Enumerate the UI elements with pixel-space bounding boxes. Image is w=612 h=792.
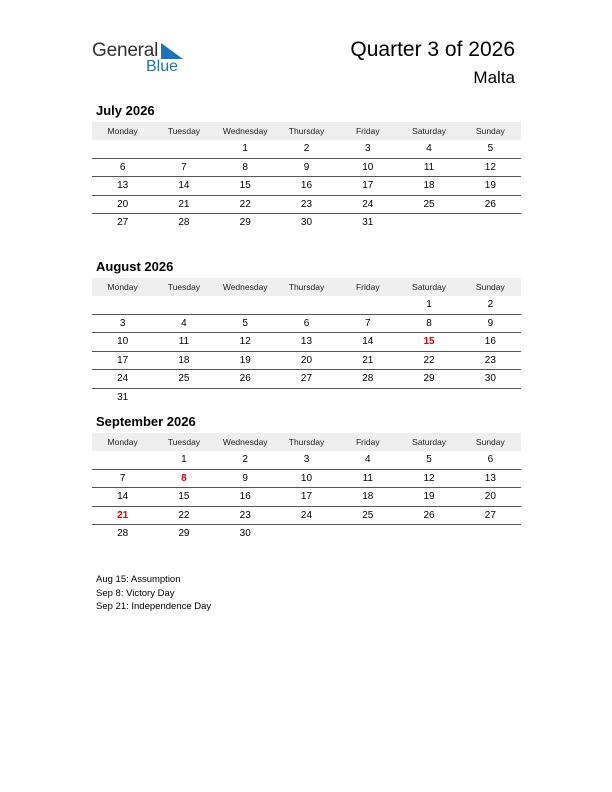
day-cell: 16 xyxy=(215,488,276,507)
week-row xyxy=(92,506,521,525)
day-cell: 2 xyxy=(276,140,337,158)
day-cell: 6 xyxy=(92,158,153,177)
day-cell: 23 xyxy=(460,351,521,370)
day-cell: 23 xyxy=(276,195,337,214)
weekday-header: Thursday xyxy=(276,278,337,296)
day-cell: 3 xyxy=(337,140,398,158)
day-cell xyxy=(337,388,398,406)
day-cell: 30 xyxy=(239,528,251,540)
weekday-header: Saturday xyxy=(398,122,459,140)
weekday-header: Friday xyxy=(337,122,398,140)
weekday-header: Friday xyxy=(337,278,398,296)
day-cell: 20 xyxy=(460,488,521,507)
day-cell: 17 xyxy=(337,177,398,196)
day-cell: 18 xyxy=(337,488,398,507)
weekday-header: Sunday xyxy=(460,122,521,140)
day-cell: 16 xyxy=(460,333,521,352)
day-cell: 22 xyxy=(398,351,459,370)
weekday-header: Sunday xyxy=(460,433,521,451)
day-cell: 1 xyxy=(398,296,459,314)
day-cell: 21 xyxy=(92,506,153,525)
week-row xyxy=(92,140,521,158)
weekday-header: Friday xyxy=(337,433,398,451)
day-cell xyxy=(398,388,459,406)
day-cell: 18 xyxy=(398,177,459,196)
day-cell: 3 xyxy=(92,314,153,333)
day-cell: 31 xyxy=(362,217,374,229)
day-cell: 24 xyxy=(276,506,337,525)
day-cell: 12 xyxy=(398,469,459,488)
calendar-table xyxy=(92,278,521,406)
day-cell xyxy=(215,296,276,314)
day-cell: 1 xyxy=(215,140,276,158)
page-title: Quarter 3 of 2026 xyxy=(350,38,515,61)
day-cell xyxy=(153,140,214,158)
day-cell: 11 xyxy=(337,469,398,488)
day-cell xyxy=(398,525,459,543)
day-cell: 14 xyxy=(92,488,153,507)
weekday-header-row xyxy=(92,433,521,451)
day-cell: 10 xyxy=(276,469,337,488)
weekday-header-row xyxy=(92,278,521,296)
day-cell: 8 xyxy=(153,469,214,488)
holiday-note: Sep 21: Independence Day xyxy=(96,601,212,612)
day-cell: 11 xyxy=(153,333,214,352)
day-cell xyxy=(337,296,398,314)
day-cell xyxy=(460,525,521,543)
week-row xyxy=(92,370,521,389)
day-cell xyxy=(276,296,337,314)
day-cell: 11 xyxy=(398,158,459,177)
day-cell: 21 xyxy=(153,195,214,214)
day-cell: 26 xyxy=(460,195,521,214)
day-cell: 28 xyxy=(117,528,129,540)
day-cell: 29 xyxy=(398,370,459,389)
holiday-note: Sep 8: Victory Day xyxy=(96,587,175,599)
day-cell: 8 xyxy=(215,158,276,177)
day-cell: 13 xyxy=(276,333,337,352)
weekday-header-row xyxy=(92,122,521,140)
day-cell: 2 xyxy=(460,296,521,314)
day-cell: 16 xyxy=(276,177,337,196)
day-cell: 13 xyxy=(92,177,153,196)
day-cell: 19 xyxy=(215,351,276,370)
day-cell: 9 xyxy=(460,314,521,333)
day-cell xyxy=(215,388,276,406)
day-cell xyxy=(92,296,153,314)
week-row xyxy=(92,214,521,232)
day-cell: 7 xyxy=(153,158,214,177)
weekday-header: Thursday xyxy=(276,122,337,140)
day-cell: 1 xyxy=(153,451,214,469)
day-cell xyxy=(398,214,459,232)
day-cell: 12 xyxy=(460,158,521,177)
day-cell: 19 xyxy=(460,177,521,196)
day-cell: 18 xyxy=(153,351,214,370)
day-cell xyxy=(92,140,153,158)
weekday-header: Wednesday xyxy=(215,433,276,451)
day-cell: 26 xyxy=(215,370,276,389)
day-cell: 25 xyxy=(398,195,459,214)
day-cell: 9 xyxy=(276,158,337,177)
day-cell: 5 xyxy=(460,140,521,158)
day-cell: 25 xyxy=(153,370,214,389)
calendar-table xyxy=(92,433,521,543)
day-cell: 5 xyxy=(215,314,276,333)
day-cell: 7 xyxy=(337,314,398,333)
day-cell: 28 xyxy=(337,370,398,389)
calendar-table xyxy=(92,122,521,232)
logo xyxy=(92,40,192,80)
month-title: August 2026 xyxy=(96,259,174,274)
day-cell: 17 xyxy=(92,351,153,370)
month-title: September 2026 xyxy=(96,414,196,429)
week-row xyxy=(92,195,521,214)
day-cell: 10 xyxy=(337,158,398,177)
day-cell: 4 xyxy=(337,451,398,469)
month-calendar-september xyxy=(92,413,521,543)
day-cell: 3 xyxy=(276,451,337,469)
weekday-header: Monday xyxy=(92,122,153,140)
month-calendar-august xyxy=(92,258,521,406)
day-cell: 24 xyxy=(337,195,398,214)
day-cell xyxy=(153,296,214,314)
day-cell: 14 xyxy=(337,333,398,352)
logo-triangle-icon xyxy=(161,43,183,59)
day-cell xyxy=(153,388,214,406)
week-row xyxy=(92,388,521,406)
day-cell: 24 xyxy=(92,370,153,389)
day-cell xyxy=(92,451,153,469)
day-cell: 15 xyxy=(153,488,214,507)
weekday-header: Tuesday xyxy=(153,122,214,140)
day-cell: 20 xyxy=(276,351,337,370)
day-cell: 27 xyxy=(460,506,521,525)
week-row xyxy=(92,525,521,543)
day-cell: 5 xyxy=(398,451,459,469)
day-cell: 19 xyxy=(398,488,459,507)
day-cell: 27 xyxy=(117,217,129,229)
day-cell: 4 xyxy=(398,140,459,158)
weekday-header: Tuesday xyxy=(153,433,214,451)
week-row xyxy=(92,296,521,314)
day-cell: 29 xyxy=(239,217,251,229)
month-title: July 2026 xyxy=(96,103,155,118)
day-cell: 9 xyxy=(215,469,276,488)
weekday-header: Sunday xyxy=(460,278,521,296)
day-cell: 7 xyxy=(92,469,153,488)
month-calendar-july xyxy=(92,102,521,232)
week-row xyxy=(92,177,521,196)
day-cell: 6 xyxy=(460,451,521,469)
logo-blue-text: Blue xyxy=(146,58,179,75)
day-cell: 12 xyxy=(215,333,276,352)
week-row xyxy=(92,451,521,469)
day-cell: 8 xyxy=(398,314,459,333)
day-cell: 26 xyxy=(398,506,459,525)
logo-general-text: General xyxy=(92,40,159,61)
day-cell: 22 xyxy=(153,506,214,525)
day-cell: 25 xyxy=(337,506,398,525)
day-cell: 14 xyxy=(153,177,214,196)
week-row xyxy=(92,158,521,177)
day-cell: 4 xyxy=(153,314,214,333)
holiday-notes xyxy=(96,573,211,614)
day-cell: 30 xyxy=(460,370,521,389)
day-cell: 6 xyxy=(276,314,337,333)
week-row xyxy=(92,488,521,507)
day-cell: 2 xyxy=(215,451,276,469)
day-cell: 30 xyxy=(300,217,313,229)
day-cell: 29 xyxy=(178,528,190,540)
day-cell: 10 xyxy=(92,333,153,352)
day-cell: 22 xyxy=(215,195,276,214)
weekday-header: Tuesday xyxy=(153,278,214,296)
week-row xyxy=(92,469,521,488)
week-row xyxy=(92,351,521,370)
day-cell: 28 xyxy=(178,217,190,229)
day-cell: 21 xyxy=(337,351,398,370)
weekday-header: Monday xyxy=(92,433,153,451)
day-cell: 20 xyxy=(92,195,153,214)
day-cell: 15 xyxy=(215,177,276,196)
week-row xyxy=(92,314,521,333)
weekday-header: Saturday xyxy=(398,278,459,296)
weekday-header: Wednesday xyxy=(215,122,276,140)
weekday-header: Saturday xyxy=(398,433,459,451)
weekday-header: Monday xyxy=(92,278,153,296)
day-cell xyxy=(460,388,521,406)
day-cell xyxy=(460,214,521,232)
holiday-note: Aug 15: Assumption xyxy=(96,574,181,585)
day-cell: 23 xyxy=(215,506,276,525)
day-cell xyxy=(276,525,337,543)
day-cell: 17 xyxy=(276,488,337,507)
weekday-header: Wednesday xyxy=(215,278,276,296)
day-cell: 31 xyxy=(117,391,129,403)
day-cell: 27 xyxy=(276,370,337,389)
day-cell xyxy=(337,525,398,543)
country-name: Malta xyxy=(473,68,515,87)
week-row xyxy=(92,333,521,352)
day-cell xyxy=(276,388,337,406)
day-cell: 15 xyxy=(398,333,459,352)
weekday-header: Thursday xyxy=(276,433,337,451)
day-cell: 13 xyxy=(460,469,521,488)
